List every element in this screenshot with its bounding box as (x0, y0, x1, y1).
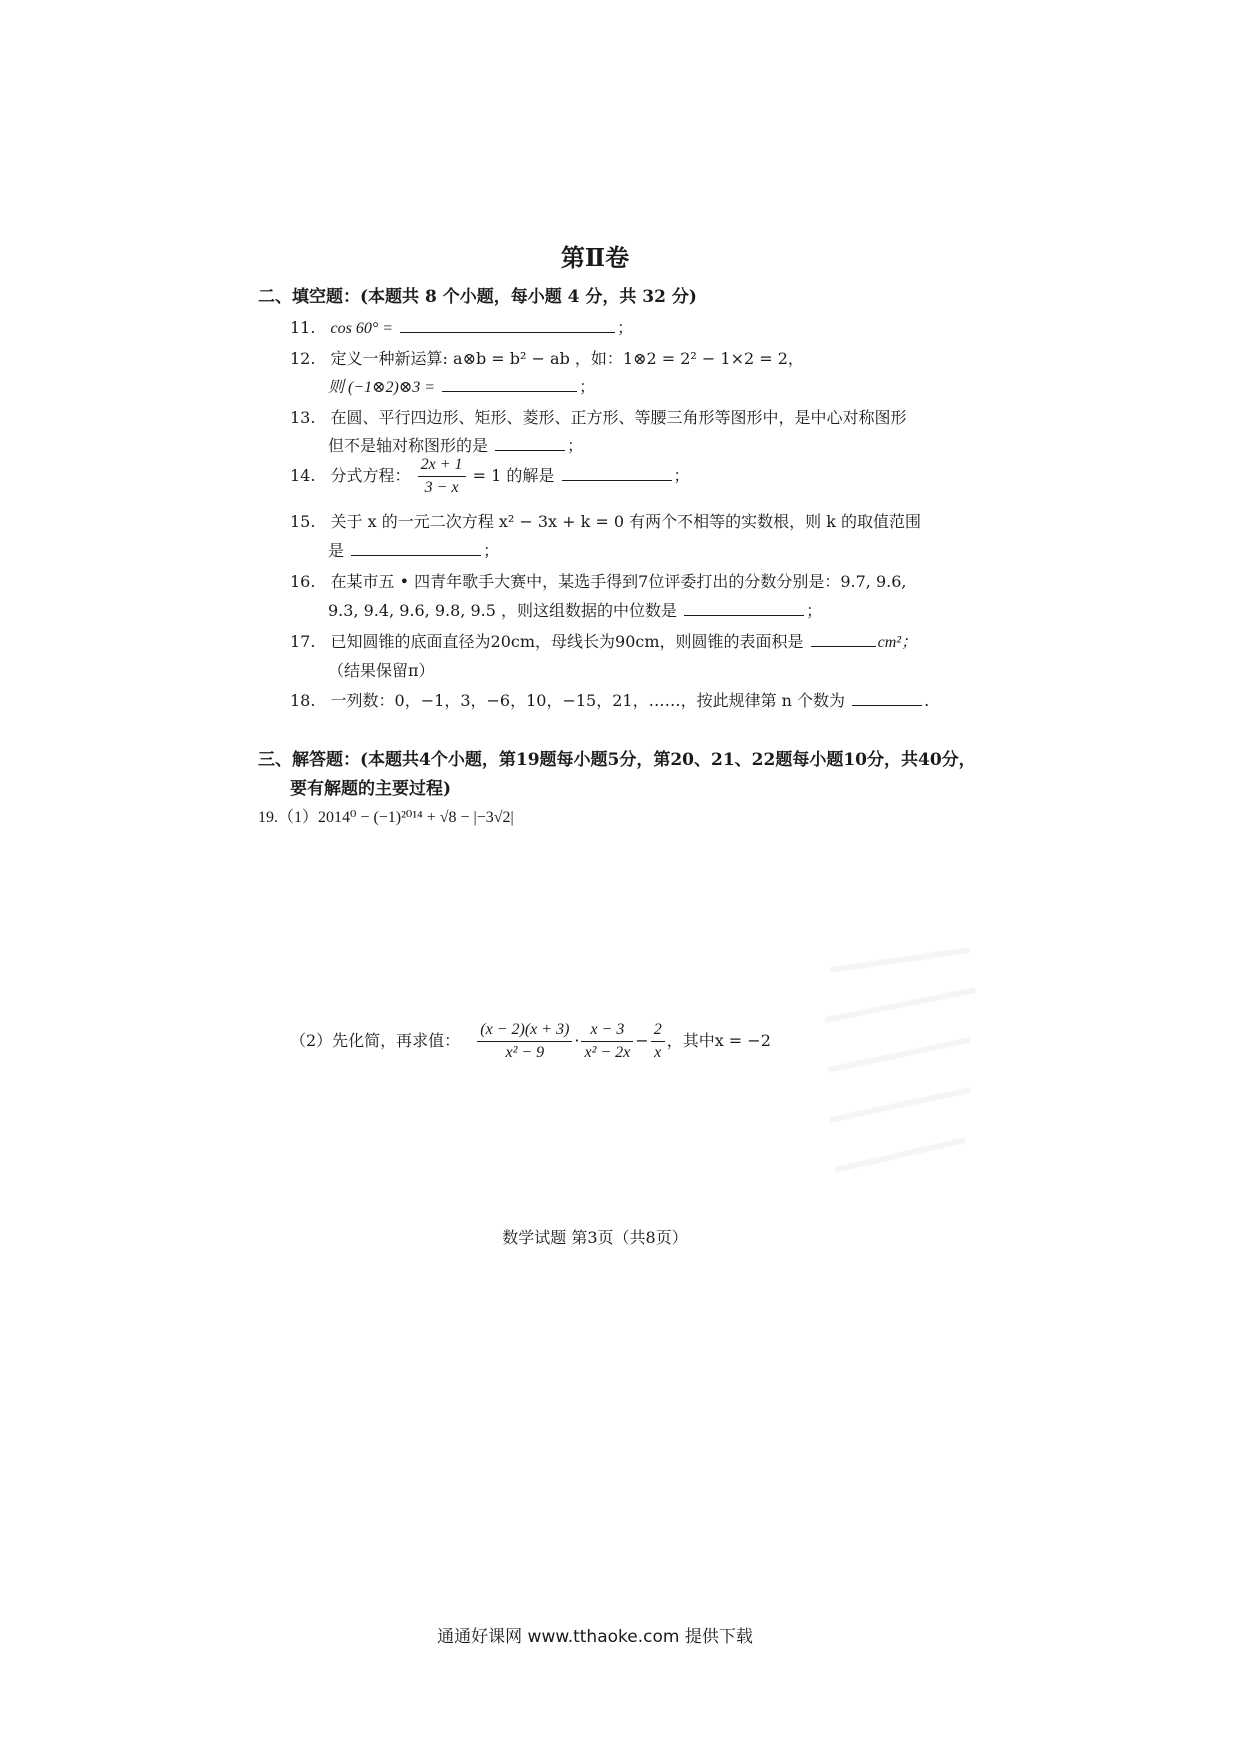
question-text: 已知圆锥的底面直径为20cm，母线长为90cm，则圆锥的表面积是 (330, 632, 804, 651)
scan-smudge (820, 930, 980, 1190)
question-13-line2: 但不是轴对称图形的是 ； (328, 436, 584, 455)
question-19-part1: 19.（1）2014⁰ − (−1)²⁰¹⁴ + √8 − |−3√2| (258, 809, 514, 826)
answer-blank (400, 318, 615, 333)
answer-blank (351, 541, 481, 556)
page-title: 第Ⅱ卷 (560, 243, 630, 272)
question-number: 16. (290, 572, 316, 591)
answer-blank (684, 601, 804, 616)
question-number: 15. (290, 512, 316, 531)
question-text: 在某市五 • 四青年歌手大赛中，某选手得到7位评委打出的分数分别是：9.7, 9.6, (330, 572, 907, 591)
question-15-line2: 是 ； (328, 541, 500, 560)
question-19-part2: （2）先化简，再求值： $\frac{(x - 2)(x + 3)}{\text{x² − 9}}$ · $\frac{x - 3}{\text{x² − 2x}}$ − $\frac{2}{x}$ ，其中x = −2 (290, 1021, 771, 1061)
page-footer: 数学试题 第3页（共8页） (502, 1228, 688, 1247)
fraction: $\frac{x - 3}{\text{x² − 2x}}$ (581, 1020, 633, 1063)
question-number: 17. (290, 632, 316, 651)
fraction: $\frac{2x + 1}{3 - x}$ (418, 455, 466, 498)
question-number: 13. (290, 408, 316, 427)
section3-heading: 三、解答题：(本题共4个小题，第19题每小题5分，第20、21、22题每小题10分，共40分， (258, 750, 976, 770)
question-11: 11. cos 60° = ； (290, 318, 634, 337)
answer-blank (852, 691, 922, 706)
question-number: 12. (290, 349, 316, 368)
section3-heading-line2: 要有解题的主要过程) (290, 779, 452, 799)
question-text: cos 60° = (330, 320, 394, 337)
fraction: $\frac{2}{x}$ (651, 1020, 665, 1063)
question-12-line2: 则 (−1⊗2)⊗3 = ； (328, 377, 596, 396)
question-16 (290, 569, 907, 592)
question-16-line2: 9.3, 9.4, 9.6, 9.8, 9.5 ，则这组数据的中位数是 ； (328, 601, 823, 620)
question-text: 一列数：0，−1，3，−6，10，−15，21，……，按此规律第 n 个数为 (330, 691, 846, 710)
question-text: 在圆、平行四边形、矩形、菱形、正方形、等腰三角形等图形中，是中心对称图形 (330, 408, 907, 427)
question-text: 分式方程： (330, 466, 411, 485)
question-text: 定义一种新运算: a⊗b = b² − ab ，如：1⊗2 = 2² − 1×2 = 2， (330, 349, 804, 368)
answer-blank (495, 436, 565, 451)
download-watermark: 通通好课网 www.tthaoke.com 提供下载 (437, 1627, 753, 1647)
question-text: 关于 x 的一元二次方程 x² − 3x + k = 0 有两个不相等的实数根，则 k 的取值范围 (330, 512, 922, 531)
question-number: 11. (290, 318, 316, 337)
fraction: $\frac{(x - 2)(x + 3)}{\text{x² − 9}}$ (477, 1020, 572, 1063)
question-17: 17. 已知圆锥的底面直径为20cm，母线长为90cm，则圆锥的表面积是 cm²； (290, 632, 918, 651)
question-number: 14. (290, 466, 316, 485)
question-18: 18. 一列数：0，−1，3，−6，10，−15，21，……，按此规律第 n 个数为 . (290, 691, 930, 710)
question-15 (290, 509, 921, 532)
answer-blank (562, 466, 672, 481)
section2-heading: 二、填空题：(本题共 8 个小题，每小题 4 分，共 32 分) (258, 287, 697, 307)
answer-blank (811, 632, 876, 647)
question-17-line2: （结果保留π） (328, 661, 435, 680)
answer-blank (442, 377, 577, 392)
question-14: 14. 分式方程： $\frac{2x + 1}{3 - x}$ = 1 的解是 ； (290, 456, 690, 496)
question-number: 18. (290, 691, 316, 710)
question-12 (290, 346, 804, 369)
question-13 (290, 405, 907, 428)
